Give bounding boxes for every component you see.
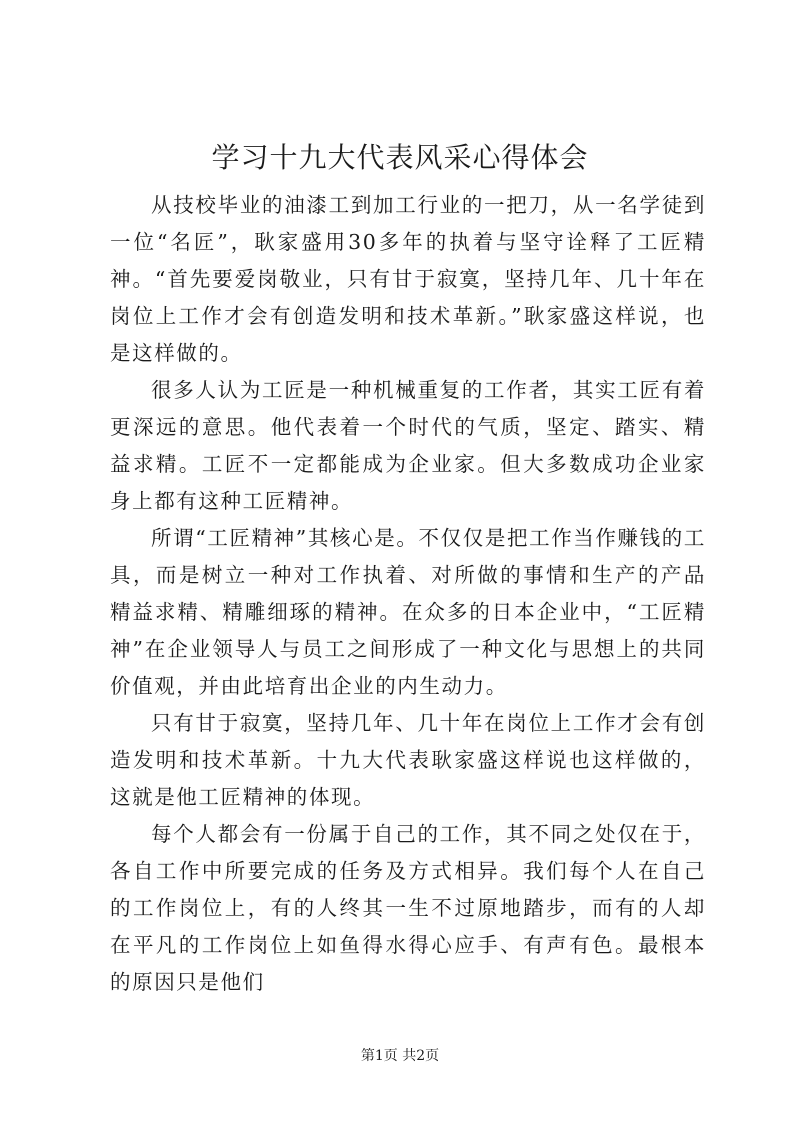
paragraph-4: 只有甘于寂寞，坚持几年、几十年在岗位上工作才会有创造发明和技术革新。十九大代表耿家盛这样说也这样做的，这就是他工匠精神的体现。 bbox=[110, 711, 706, 809]
paragraph-3: 所谓“工匠精神”其核心是。不仅仅是把工作当作赚钱的工具，而是树立一种对工作执着、对所做的事情和生产的产品精益求精、精雕细琢的精神。在众多的日本企业中，“工匠精神”在企业领导人与员工之间形成了一种文化与思想上的共同价值观，并由此培育出企业的内生动力。 bbox=[110, 526, 706, 698]
page-number-footer: 第1页 共2页 bbox=[360, 1048, 440, 1064]
paragraph-2: 很多人认为工匠是一种机械重复的工作者，其实工匠有着更深远的意思。他代表着一个时代的气质，坚定、踏实、精益求精。工匠不一定都能成为企业家。但大多数成功企业家身上都有这种工匠精神。 bbox=[110, 378, 706, 513]
document-body bbox=[110, 187, 706, 1001]
document-title: 学习十九大代表风采心得体会 bbox=[211, 141, 589, 174]
paragraph-1: 从技校毕业的油漆工到加工行业的一把刀，从一名学徒到一位“名匠”，耿家盛用30多年的执着与坚守诠释了工匠精神。“首先要爱岗敬业，只有甘于寂寞，坚持几年、几十年在岗位上工作才会有创造发明和技术革新。”耿家盛这样说，也是这样做的。 bbox=[110, 193, 706, 365]
paragraph-5: 每个人都会有一份属于自己的工作，其不同之处仅在于，各自工作中所要完成的任务及方式相异。我们每个人在自己的工作岗位上，有的人终其一生不过原地踏步，而有的人却在平凡的工作岗位上如鱼得水得心应手、有声有色。最根本的原因只是他们 bbox=[110, 822, 706, 994]
